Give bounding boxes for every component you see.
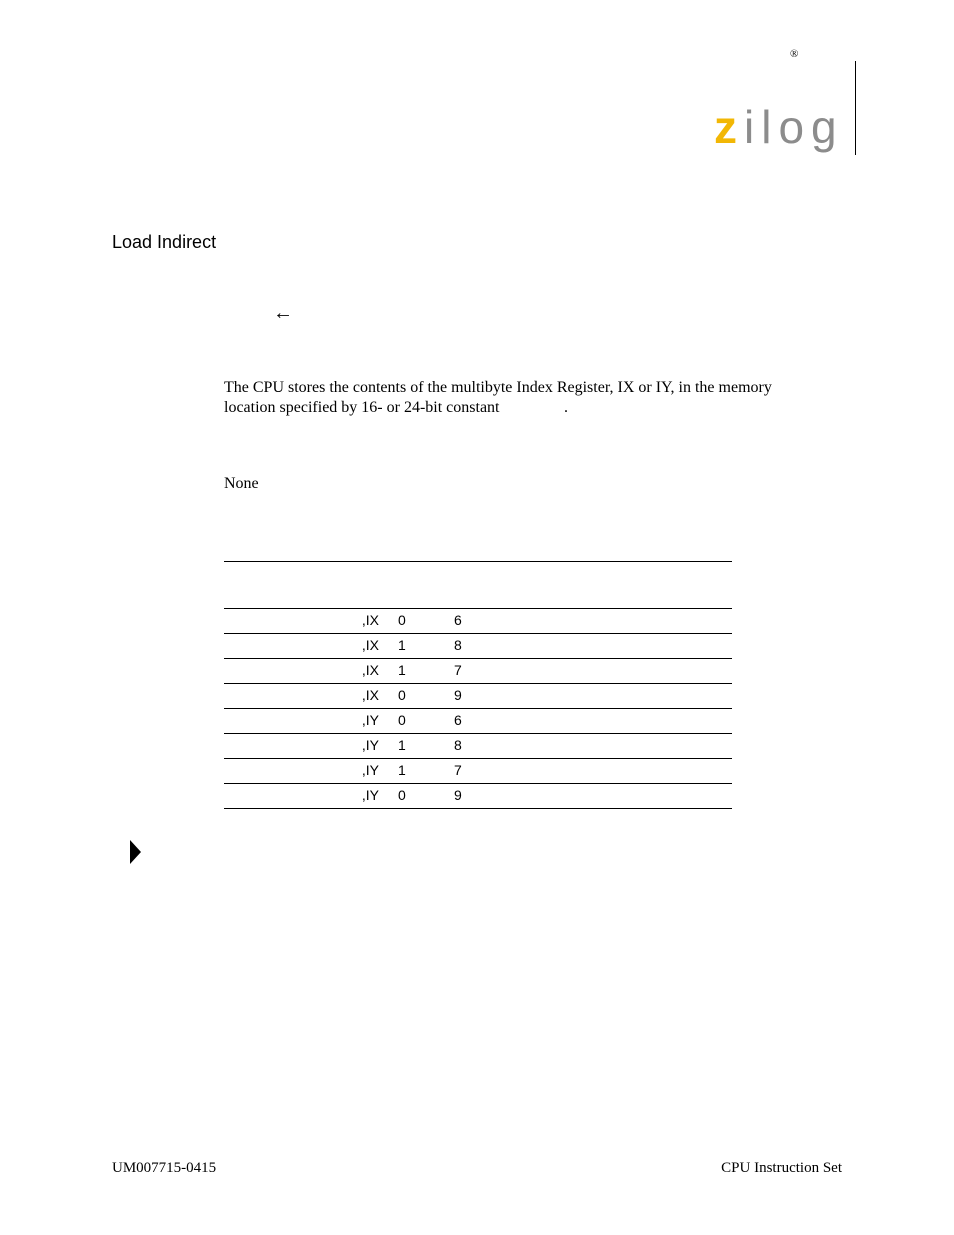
- operation-arrow: ←: [273, 302, 293, 324]
- description-line-2: location specified by 16- or 24-bit constant: [224, 399, 500, 416]
- row-value-a: 0: [398, 787, 406, 803]
- table-row: [224, 783, 732, 809]
- registered-mark: ®: [790, 48, 799, 60]
- table-row: [224, 733, 732, 758]
- header-rule: [855, 61, 856, 155]
- row-operand: ,IY: [361, 712, 379, 728]
- table-row: [224, 683, 732, 708]
- logo-first-letter: z: [714, 101, 744, 153]
- footer-doc-number: UM007715-0415: [112, 1160, 217, 1176]
- row-value-b: 6: [454, 712, 462, 728]
- row-value-a: 0: [398, 712, 406, 728]
- row-operand: ,IX: [361, 612, 379, 628]
- row-operand: ,IX: [361, 662, 379, 678]
- section-title: Load Indirect: [112, 232, 217, 252]
- footer-section-name: CPU Instruction Set: [721, 1160, 842, 1176]
- row-value-a: 0: [398, 687, 406, 703]
- row-operand: ,IY: [361, 762, 379, 778]
- description-line-1: The CPU stores the contents of the multibyte Index Register, IX or IY, in the memory: [224, 379, 772, 396]
- row-operand: ,IY: [361, 787, 379, 803]
- row-value-a: 1: [398, 662, 406, 678]
- row-value-a: 1: [398, 637, 406, 653]
- zilog-logo: [714, 101, 844, 153]
- row-value-b: 6: [454, 612, 462, 628]
- row-value-a: 0: [398, 612, 406, 628]
- note-arrow-icon: [130, 840, 141, 864]
- table-row: [224, 708, 732, 733]
- description: [224, 378, 824, 418]
- row-value-a: 1: [398, 737, 406, 753]
- table-row: [224, 658, 732, 683]
- row-value-b: 9: [454, 687, 462, 703]
- row-value-b: 9: [454, 787, 462, 803]
- row-operand: ,IX: [361, 637, 379, 653]
- row-operand: ,IX: [361, 687, 379, 703]
- row-value-b: 8: [454, 637, 462, 653]
- table-row: [224, 633, 732, 658]
- opcode-table: [224, 608, 732, 809]
- table-row: [224, 608, 732, 633]
- logo-rest: ilog: [744, 101, 844, 153]
- row-value-b: 8: [454, 737, 462, 753]
- table-row: [224, 758, 732, 783]
- condition-bits-text: None: [224, 475, 259, 492]
- description-period: .: [564, 399, 568, 416]
- row-operand: ,IY: [361, 737, 379, 753]
- table-top-rule: [224, 561, 732, 562]
- row-value-b: 7: [454, 662, 462, 678]
- row-value-b: 7: [454, 762, 462, 778]
- row-value-a: 1: [398, 762, 406, 778]
